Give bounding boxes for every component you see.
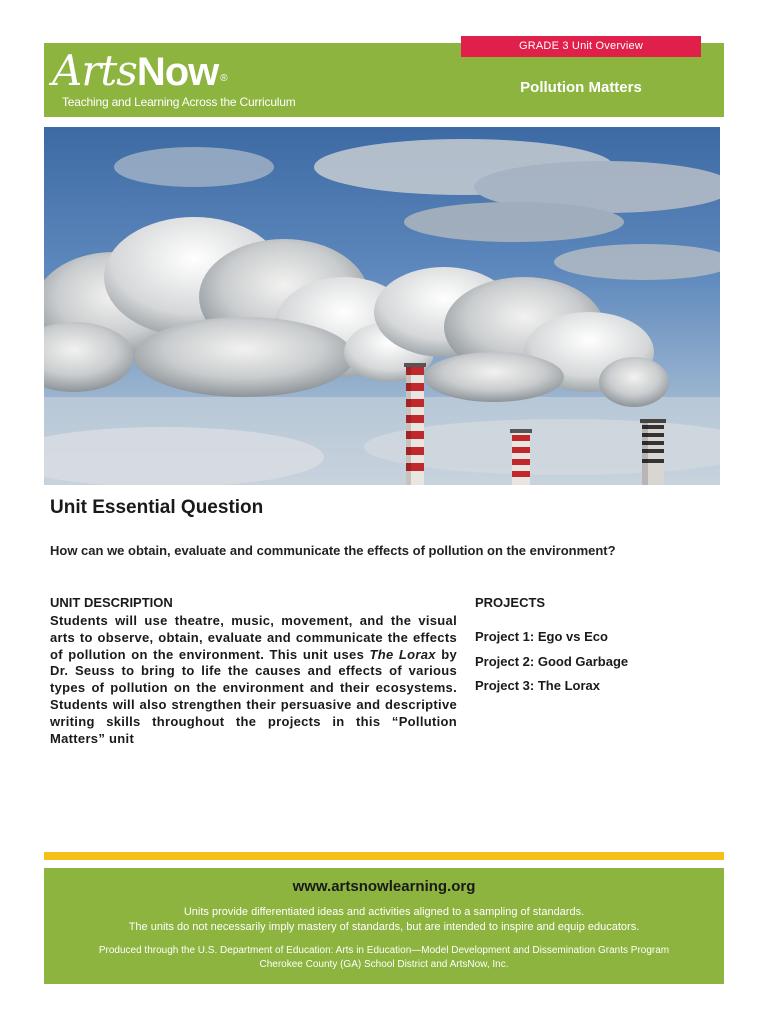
logo-arts-text: Arts xyxy=(52,46,137,95)
projects-heading: PROJECTS xyxy=(475,595,546,610)
grade-tab: GRADE 3 Unit Overview xyxy=(461,36,701,57)
essential-question-text: How can we obtain, evaluate and communicate the effects of pollution on the environment? xyxy=(50,543,616,558)
footer xyxy=(44,868,724,984)
artsnow-logo xyxy=(52,46,228,95)
unit-title: Pollution Matters xyxy=(520,79,642,96)
essential-question-heading: Unit Essential Question xyxy=(50,497,264,518)
footer-note-2: The units do not necessarily imply mastery of standards, but are intended to inspire and equip educators. xyxy=(128,921,640,933)
footer-website-link[interactable]: www.artsnowlearning.org xyxy=(292,878,476,895)
hero-smokestacks-image xyxy=(44,127,720,485)
registered-mark: ® xyxy=(220,73,228,84)
project-item-1: Project 1: Ego vs Eco xyxy=(475,629,608,644)
unit-description-text-1: Students will use theatre, music, movement, and the visual arts to observe, obtain, evaluate and communicate the effects of pollution on the environment. This unit uses xyxy=(50,613,457,662)
logo-now-text: Now xyxy=(136,50,219,94)
smokestacks-photo-icon xyxy=(44,127,720,485)
project-item-2: Project 2: Good Garbage xyxy=(475,653,629,669)
projects-list xyxy=(475,629,628,703)
unit-description-heading: UNIT DESCRIPTION xyxy=(50,595,173,610)
footer-divider xyxy=(44,852,724,860)
project-item-3: Project 3: The Lorax xyxy=(475,678,600,693)
unit-description-body xyxy=(50,613,457,747)
footer-credit-2: Cherokee County (GA) School District and ArtsNow, Inc. xyxy=(259,959,509,970)
footer-credit-1: Produced through the U.S. Department of Education: Arts in Education—Model Development and Dissemination Grants Program xyxy=(98,945,670,956)
unit-description-text-2: by Dr. Seuss to bring to life the causes and effects of various types of pollution on the environment and their ecosystems. Students will also strengthen their persuasive and descriptive writing skills throughout the projects in this “Pollution Matters” unit xyxy=(50,646,457,746)
footer-note-1: Units provide differentiated ideas and activities aligned to a sampling of standards. xyxy=(183,906,585,918)
book-title: The Lorax xyxy=(369,646,436,662)
logo-tagline: Teaching and Learning Across the Curriculum xyxy=(62,95,296,109)
